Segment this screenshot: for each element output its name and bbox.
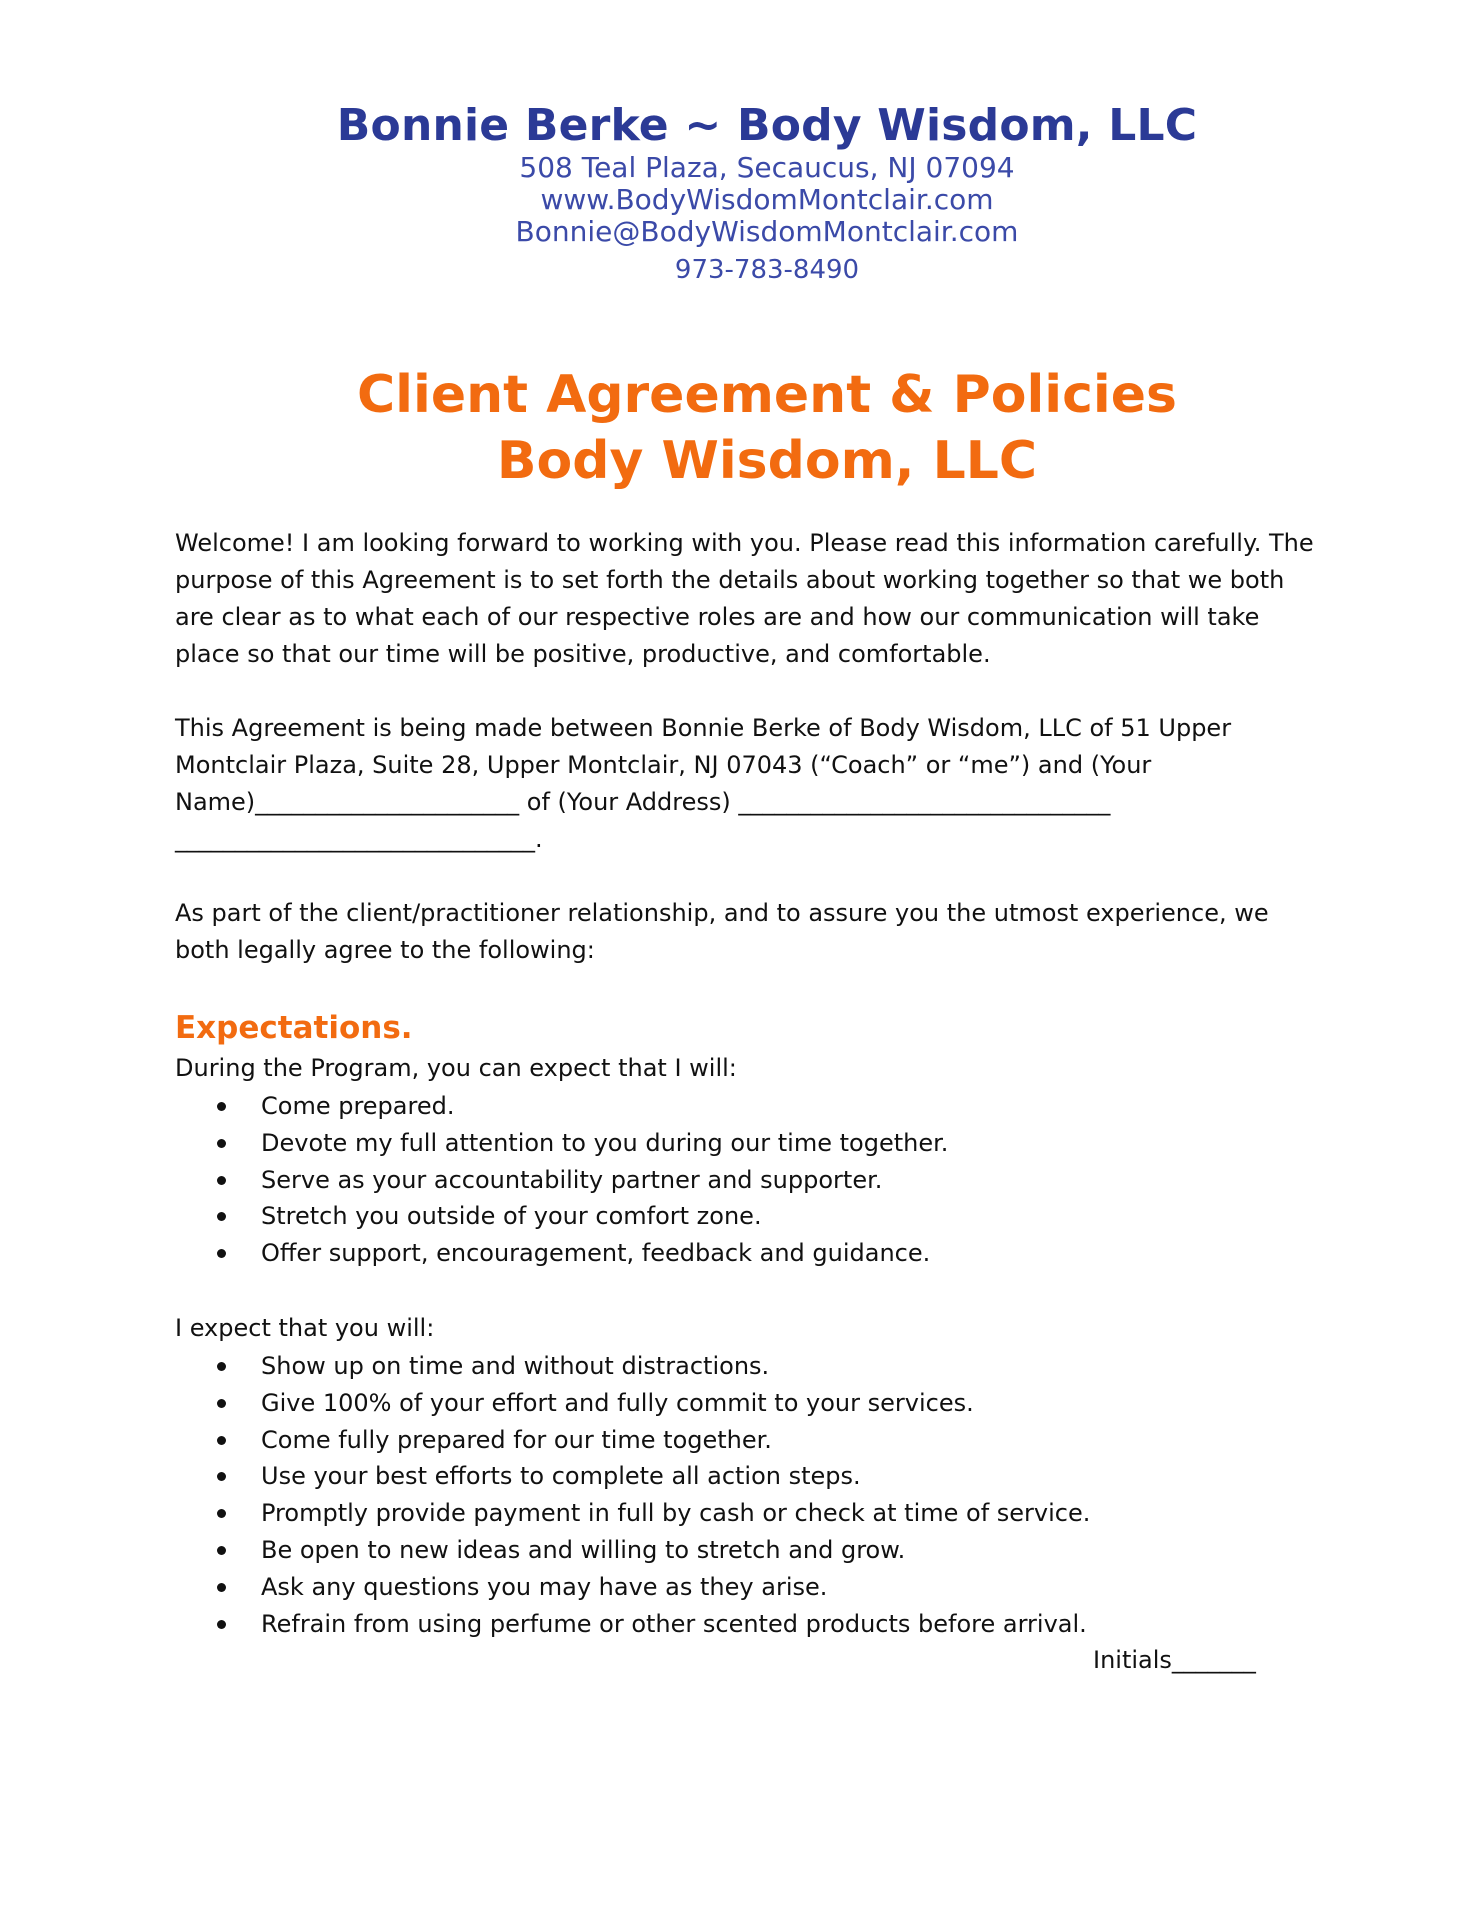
list-item	[175, 1422, 1090, 1459]
list-item	[175, 1495, 1090, 1532]
list-item	[175, 1125, 948, 1162]
list-item-text: Stretch you outside of your comfort zone.	[261, 1202, 762, 1231]
document-title	[0, 362, 1484, 494]
bullet-icon	[217, 1102, 226, 1111]
list-item	[175, 1198, 948, 1235]
letterhead	[0, 100, 1484, 286]
list-item-text: Show up on time and without distractions.	[261, 1352, 770, 1380]
list-item-text: Refrain from using perfume or other scented products before arrival.	[261, 1609, 1087, 1638]
letterhead-website: www.BodyWisdomMontclair.com	[540, 183, 994, 216]
bullet-icon	[217, 1620, 226, 1629]
bullet-icon	[217, 1509, 226, 1518]
title-line-1: Client Agreement & Policies	[357, 365, 1177, 425]
bullet-icon	[217, 1176, 226, 1185]
coach-expectations-intro: During the Program, you can expect that I will:	[175, 1054, 737, 1082]
list-item	[175, 1606, 1090, 1643]
list-item-text: Come fully prepared for our time together.	[261, 1425, 772, 1454]
bullet-icon	[217, 1583, 226, 1592]
bullet-icon	[217, 1362, 226, 1371]
bullet-icon	[217, 1139, 226, 1148]
title-line-2: Body Wisdom, LLC	[496, 431, 1038, 491]
letterhead-phone: 973-783-8490	[674, 255, 860, 285]
relationship-paragraph: As part of the client/practitioner relationship, and to assure you the utmost experience, we both legally agree to the following:	[175, 899, 1269, 964]
parties-paragraph: This Agreement is being made between Bonnie Berke of Body Wisdom, LLC of 51 Upper Montclair Plaza, Suite 28, Upper Montclair, NJ 07043 (“Coach” or “me”) and (Your Name)______________________ of (Your Address) _______________________________ ______________________________.	[175, 714, 1232, 853]
list-item	[175, 1162, 948, 1199]
list-item	[175, 1235, 948, 1272]
list-item-text: Give 100% of your effort and fully commit to your services.	[261, 1388, 974, 1417]
initials-field[interactable]: Initials_______	[1093, 1646, 1256, 1674]
list-item-text: Promptly provide payment in full by cash or check at time of service.	[261, 1499, 1091, 1528]
list-item	[175, 1458, 1090, 1495]
list-item	[175, 1385, 1090, 1422]
list-item-text: Come prepared.	[261, 1092, 455, 1120]
expectations-heading: Expectations.	[175, 1010, 413, 1046]
letterhead-address: 508 Teal Plaza, Secaucus, NJ 07094	[519, 151, 1015, 184]
bullet-icon	[217, 1436, 226, 1445]
client-expectations-list	[175, 1348, 1090, 1642]
welcome-paragraph: Welcome! I am looking forward to working with you. Please read this information carefully. The purpose of this Agreement is to set forth the details about working together so that we both are clear as to what each of our respective roles are and how our communication will take place so that our time will be positive, productive, and comfortable.	[175, 529, 1314, 668]
list-item-text: Use your best efforts to complete all action steps.	[261, 1462, 861, 1491]
list-item-text: Offer support, encouragement, feedback and guidance.	[261, 1239, 931, 1268]
coach-expectations-list	[175, 1088, 948, 1272]
list-item	[175, 1088, 948, 1125]
list-item	[175, 1532, 1090, 1569]
bullet-icon	[217, 1212, 226, 1221]
client-expectations-intro: I expect that you will:	[175, 1314, 435, 1342]
bullet-icon	[217, 1399, 226, 1408]
letterhead-email: Bonnie@BodyWisdomMontclair.com	[515, 215, 1019, 248]
list-item	[175, 1569, 1090, 1606]
bullet-icon	[217, 1546, 226, 1555]
list-item-text: Devote my full attention to you during our time together.	[261, 1128, 949, 1157]
list-item	[175, 1348, 1090, 1385]
list-item-text: Ask any questions you may have as they arise.	[261, 1572, 828, 1601]
list-item-text: Serve as your accountability partner and supporter.	[261, 1165, 883, 1194]
letterhead-business-name: Bonnie Berke ~ Body Wisdom, LLC	[336, 100, 1198, 151]
list-item-text: Be open to new ideas and willing to stretch and grow.	[261, 1535, 906, 1564]
bullet-icon	[217, 1472, 226, 1481]
bullet-icon	[217, 1249, 226, 1258]
